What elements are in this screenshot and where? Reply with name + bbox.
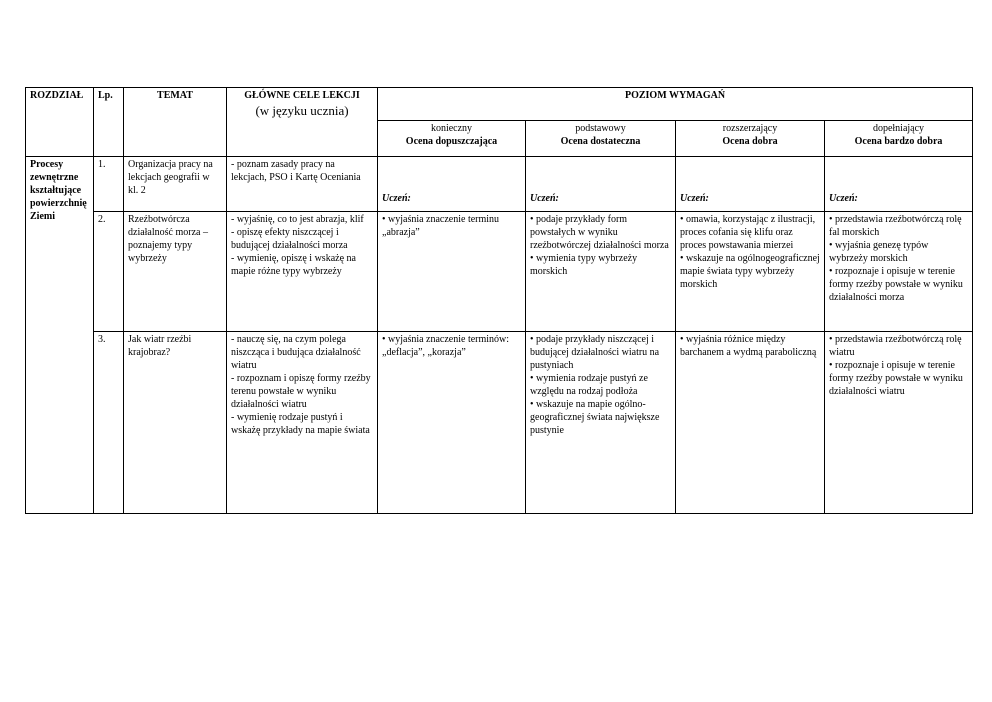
requirement-item: • wymienia typy wybrzeży morskich	[530, 253, 638, 277]
level-grade: Ocena dopuszczająca	[405, 136, 498, 147]
lesson-requirements-table	[25, 87, 973, 514]
header-glowne-cele	[227, 88, 378, 157]
requirement-item: • wyjaśnia znaczenie terminu „abrazja”	[382, 214, 500, 238]
requirements-podstawowy	[526, 332, 676, 514]
uczen-konieczny: Uczeń:	[378, 157, 526, 212]
level-grade: Ocena dostateczna	[560, 136, 641, 147]
requirement-item: • wyjaśnia różnice między barchanem a wydmą paraboliczną	[680, 334, 817, 358]
requirement-item: • omawia, korzystając z ilustracji, proces cofania się klifu oraz proces powstawania mierzei	[680, 214, 816, 251]
requirements-konieczny	[378, 212, 526, 332]
table-row	[26, 212, 973, 332]
requirement-item: • przedstawia rzeźbotwórczą rolę fal morskich	[829, 214, 962, 238]
level-name: rozszerzający	[722, 123, 778, 134]
row-cele	[227, 332, 378, 514]
cele-item: - wymienię, opiszę i wskażę na mapie różne typy wybrzeży	[231, 253, 356, 277]
cele-item: - opiszę efekty niszczącej i budującej działalności morza	[231, 227, 348, 251]
header-level-podstawowy	[526, 121, 676, 157]
requirements-dopelniajacy	[825, 332, 973, 514]
row-temat: Jak wiatr rzeźbi krajobraz?	[124, 332, 227, 514]
requirement-item: • wskazuje na ogólnogeograficznej mapie świata typy wybrzeży morskich	[680, 253, 820, 290]
header-level-dopelniajacy	[825, 121, 973, 157]
row-lp: 1.	[94, 157, 124, 212]
section-name: Procesy zewnętrzne kształtujące powierzchnię Ziemi	[26, 157, 94, 514]
cele-item: - wymienię rodzaje pustyń i wskażę przykłady na mapie świata	[231, 412, 370, 436]
requirement-item: • podaje przykłady niszczącej i budującej działalności wiatru na pustyniach	[530, 334, 660, 371]
row-temat: Rzeźbotwórcza działalność morza – poznajemy typy wybrzeży	[124, 212, 227, 332]
header-temat: TEMAT	[124, 88, 227, 157]
requirement-item: • przedstawia rzeźbotwórczą rolę wiatru	[829, 334, 962, 358]
level-grade: Ocena dobra	[722, 136, 778, 147]
requirement-item: • rozpoznaje i opisuje w terenie formy rzeźby powstałe w wyniku działalności morza	[829, 266, 963, 303]
row-cele	[227, 157, 378, 212]
header-level-rozszerzajacy	[676, 121, 825, 157]
requirements-konieczny	[378, 332, 526, 514]
cele-item: - poznam zasady pracy na lekcjach, PSO i Kartę Oceniania	[231, 159, 361, 183]
requirement-item: • rozpoznaje i opisuje w terenie formy rzeźby powstałe w wyniku działalności wiatru	[829, 360, 963, 397]
cele-item: - wyjaśnię, co to jest abrazja, klif	[231, 214, 364, 225]
uczen-rozszerzajacy: Uczeń:	[676, 157, 825, 212]
requirements-rozszerzajacy	[676, 332, 825, 514]
requirement-item: • wskazuje na mapie ogólno-geograficznej świata największe pustynie	[530, 399, 660, 436]
header-glowne-cele-title: GŁÓWNE CELE LEKCJI	[244, 90, 360, 101]
header-lp: Lp.	[94, 88, 124, 157]
row-lp: 2.	[94, 212, 124, 332]
table-row	[26, 332, 973, 514]
requirement-item: • wyjaśnia genezę typów wybrzeży morskich	[829, 240, 929, 264]
level-name: konieczny	[430, 123, 473, 134]
requirements-dopelniajacy	[825, 212, 973, 332]
header-rozdzial: ROZDZIAŁ	[26, 88, 94, 157]
header-row-top	[26, 88, 973, 121]
cele-item: - rozpoznam i opiszę formy rzeźby terenu powstałe w wyniku działalności wiatru	[231, 373, 371, 410]
level-grade: Ocena bardzo dobra	[854, 136, 943, 147]
level-name: dopełniający	[872, 123, 925, 134]
level-name: podstawowy	[575, 123, 626, 134]
cele-item: - nauczę się, na czym polega niszcząca i budująca działalność wiatru	[231, 334, 361, 371]
header-poziom-wymagan: POZIOM WYMAGAŃ	[378, 88, 973, 121]
table-row	[26, 157, 973, 212]
row-lp: 3.	[94, 332, 124, 514]
uczen-podstawowy: Uczeń:	[526, 157, 676, 212]
requirements-rozszerzajacy	[676, 212, 825, 332]
header-level-konieczny	[378, 121, 526, 157]
uczen-dopelniajacy: Uczeń:	[825, 157, 973, 212]
requirement-item: • podaje przykłady form powstałych w wyniku rzeźbotwórczej działalności morza	[530, 214, 669, 251]
requirements-podstawowy	[526, 212, 676, 332]
requirement-item: • wyjaśnia znaczenie terminów: „deflacja”, „korazja”	[382, 334, 510, 358]
row-temat: Organizacja pracy na lekcjach geografii w kl. 2	[124, 157, 227, 212]
row-cele	[227, 212, 378, 332]
header-glowne-cele-subtitle: (w języku ucznia)	[255, 103, 349, 118]
requirement-item: • wymienia rodzaje pustyń ze względu na rodzaj podłoża	[530, 373, 648, 397]
